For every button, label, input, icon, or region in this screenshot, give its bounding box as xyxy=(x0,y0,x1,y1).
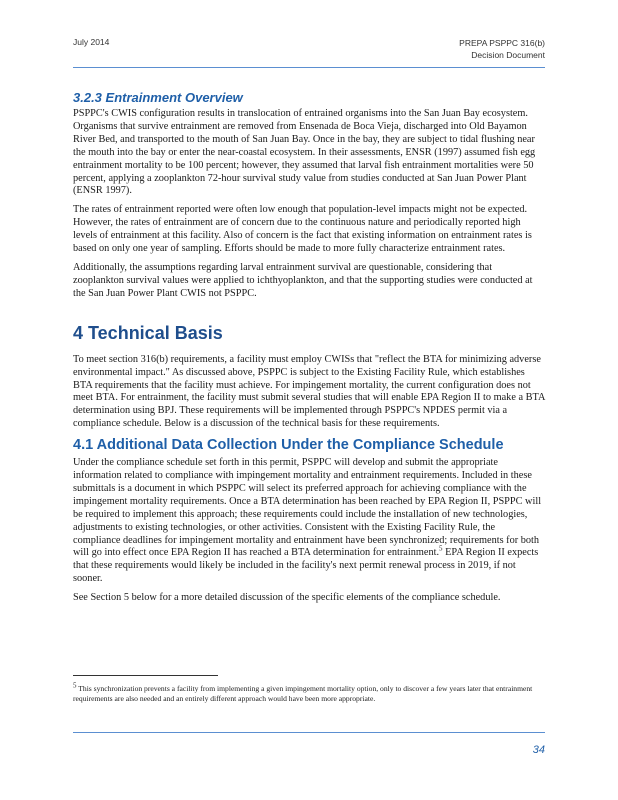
paragraph: PSPPC's CWIS configuration results in translocation of entrained organisms into the San Juan Bay ecosystem. Organisms that survive entrainment are removed from Ensenada de Boca Vieja, discharged into Old Bayamon River Bed, and transported to the mouth of San Juan Bay. Once in the bay, they are subject to tidal flushing near the mouth into the bay or enter the near-coastal ecosystem. In their assessments, ENSR (1997) assumed fish egg entrainment mortality to be 100 percent; however, they assumed that larval fish entrainment mortalities were 50 percent, applying a zooplankton 72-hour survival study value from studies conducted at San Juan Power Plant (ENSR 1997). xyxy=(73,108,536,197)
header-divider xyxy=(73,67,545,68)
header-date: July 2014 xyxy=(73,37,110,47)
chapter-heading-4: 4 Technical Basis xyxy=(73,322,223,343)
footnote-text: This synchronization prevents a facility from implementing a given impingement mortality option, only to discover a few years later that entrainment requirements are also needed and an entirely different approach would have been more appropriate. xyxy=(73,684,533,703)
footnote-reference[interactable]: 5 xyxy=(439,545,443,554)
page-body xyxy=(73,90,545,611)
header-doc-info xyxy=(459,37,545,61)
paragraph: To meet section 316(b) requirements, a facility must employ CWISs that "reflect the BTA for minimizing adverse environmental impact." As discussed above, PSPPC is subject to the Existing Facility Rule, which establishes BTA requirements that the facility must achieve. For impingement mortality, the current configuration does not meet BTA. For entrainment, the facility must submit several studies that will enable EPA Region II to make a BTA determination using BPJ. These requirements will be implemented through PSPPC's NPDES permit via a compliance schedule. Below is a discussion of the technical basis for these requirements. xyxy=(73,353,545,430)
paragraph: See Section 5 below for a more detailed discussion of the specific elements of the compliance schedule. xyxy=(73,592,501,604)
header-doc-title: PREPA PSPPC 316(b) xyxy=(459,38,545,48)
section-heading-3-2-3: 3.2.3 Entrainment Overview xyxy=(73,90,243,105)
footnote-mark: 5 xyxy=(73,681,77,690)
paragraph xyxy=(73,457,545,586)
footnote xyxy=(73,681,545,704)
page-number: 34 xyxy=(532,744,545,756)
footnote-divider xyxy=(73,675,218,676)
paragraph: Additionally, the assumptions regarding larval entrainment survival are questionable, considering that zooplankton survival values were applied to ichthyoplankton, and that the supporting studies were conducted at the San Juan Power Plant CWIS not PSPPC. xyxy=(73,261,533,299)
paragraph-text: EPA Region II expects that these requirements would likely be included in the facility's next permit renewal process in 2019, if not sooner. xyxy=(73,547,539,585)
paragraph-text: Under the compliance schedule set forth in this permit, PSPPC will develop and submit the appropriate information related to compliance with impingement mortality and entrainment requirements. Included in these submittals is a document in which PSPPC will select its preferred approach for achieving compliance with the impingement mortality requirements. Once a BTA determination has been reached by EPA Region II, PSPPC will be required to implement this approach; these requirements could include the installation of new technologies, adjustments to existing technologies, or other activities. Consistent with the Existing Facility Rule, the compliance deadlines for impingement mortality and entrainment have been synchronized; requirements for both will go into effect once EPA Region II has reached a BTA determination for entrainment. xyxy=(73,457,542,559)
header-doc-subtitle: Decision Document xyxy=(471,50,545,60)
footer-divider xyxy=(73,732,545,733)
section-heading-4-1: 4.1 Additional Data Collection Under the Compliance Schedule xyxy=(73,437,504,454)
paragraph: The rates of entrainment reported were often low enough that population-level impacts might not be expected. However, the rates of entrainment are of concern due to the continuous nature and periodically reported high levels of entrainment at this facility. Also of concern is the fact that existing information on entrainment rates is based on only one year of sampling. Efforts should be made to more fully characterize entrainment rates. xyxy=(73,204,532,255)
